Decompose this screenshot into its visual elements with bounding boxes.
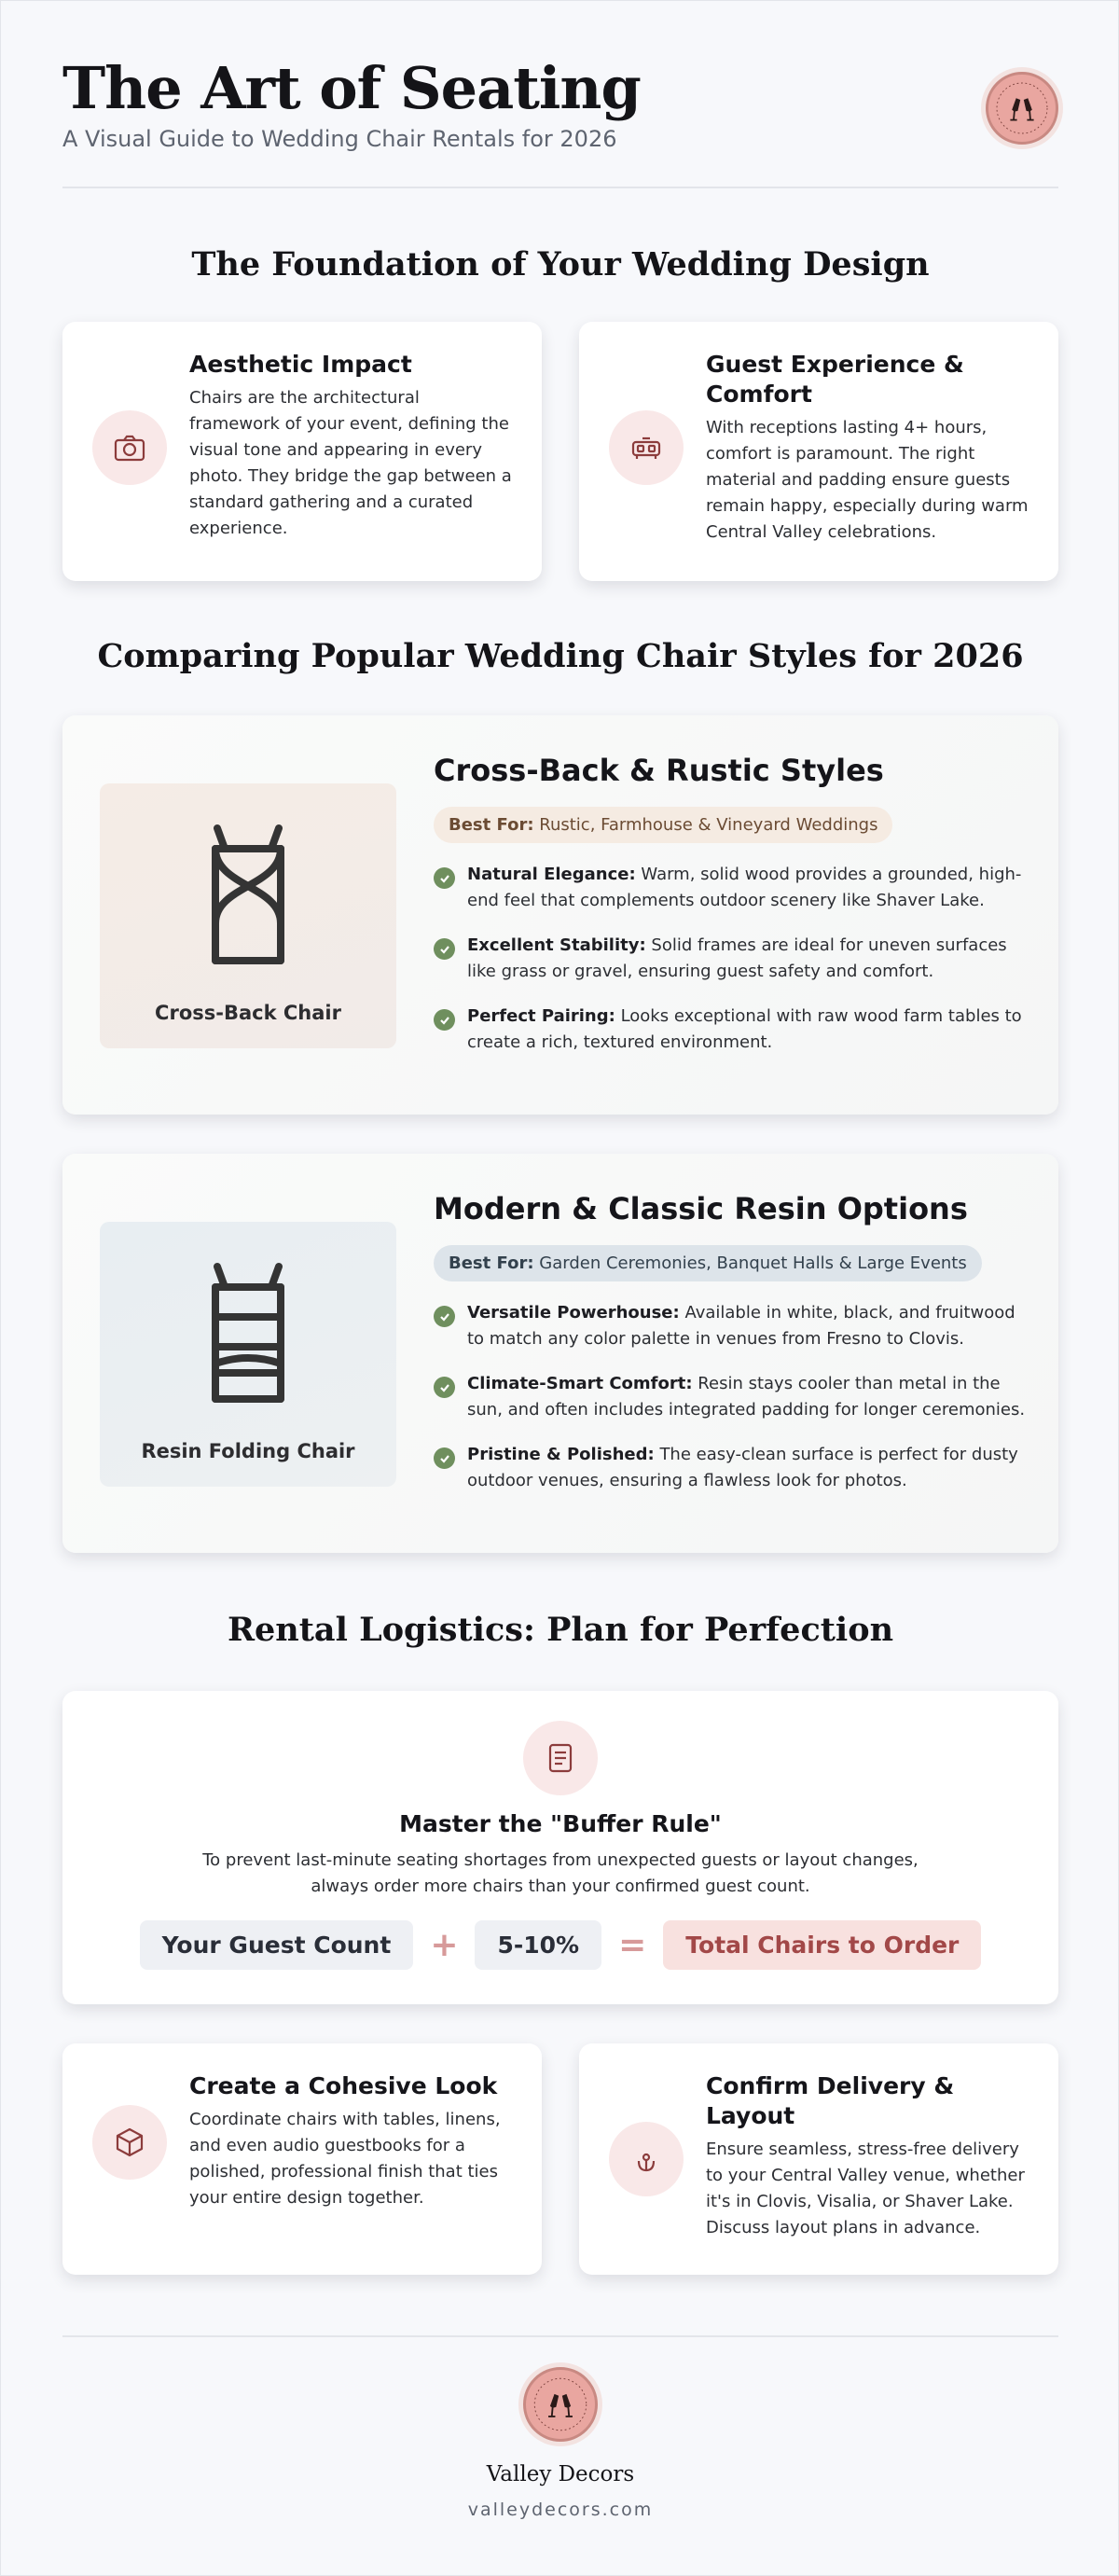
best-for-badge xyxy=(434,807,892,843)
feature-text: Warm, solid wood provides a grounded, high-end feel that complements outdoor scenery like Shaver Lake. xyxy=(467,865,1022,910)
card-title: Aesthetic Impact xyxy=(189,351,412,378)
logistics-heading: Rental Logistics: Plan for Perfection xyxy=(227,1611,894,1649)
buffer-body: To prevent last-minute seating shortages from unexpected guests or layout changes, always order more chairs than your confirmed guest count. xyxy=(202,1850,919,1896)
feature-label: Pristine & Polished: xyxy=(467,1445,655,1464)
card-body: Ensure seamless, stress-free delivery to your Central Valley venue, whether it's in Clovis, Visalia, or Shaver Lake. Discuss layout plans in advance. xyxy=(706,2140,1025,2237)
check-circle-icon xyxy=(434,1009,455,1031)
page-subtitle: A Visual Guide to Wedding Chair Rentals for 2026 xyxy=(62,126,617,152)
page-title: The Art of Seating xyxy=(62,54,641,122)
feature-label: Perfect Pairing: xyxy=(467,1006,615,1026)
feature-item xyxy=(434,933,1030,985)
buffer-equation xyxy=(62,1920,1058,1970)
feature-label: Excellent Stability: xyxy=(467,935,646,955)
style-title: Modern & Classic Resin Options xyxy=(434,1191,968,1226)
brand-name: Valley Decors xyxy=(486,2462,635,2486)
chair-image-box xyxy=(100,783,396,1048)
card-title: Guest Experience & Comfort xyxy=(706,351,964,408)
card-title: Create a Cohesive Look xyxy=(189,2072,498,2099)
percent-box: 5-10% xyxy=(475,1920,601,1970)
best-for-label: Best For: xyxy=(449,1253,534,1273)
check-circle-icon xyxy=(434,1447,455,1469)
best-for-badge xyxy=(434,1245,982,1281)
feature-text: Resin stays cooler than metal in the sun, and often includes integrated padding for longer ceremonies. xyxy=(467,1374,1026,1420)
feature-text: Solid frames are ideal for uneven surfaces like grass or gravel, ensuring guest safety and comfort. xyxy=(467,935,1007,981)
best-for-label: Best For: xyxy=(449,815,534,835)
couch-icon xyxy=(609,410,684,485)
cube-icon xyxy=(92,2105,167,2180)
chair-image-box xyxy=(100,1222,396,1487)
resin-style-card xyxy=(62,1154,1058,1553)
clipboard-list-icon xyxy=(523,1721,598,1795)
styles-heading: Comparing Popular Wedding Chair Styles for 2026 xyxy=(97,637,1024,675)
chair-label: Resin Folding Chair xyxy=(141,1440,355,1462)
buffer-rule-card xyxy=(62,1691,1058,2004)
cohesive-look-card xyxy=(62,2043,542,2275)
total-chairs-box: Total Chairs to Order xyxy=(663,1920,981,1970)
best-for-value: Garden Ceremonies, Banquet Halls & Large Events xyxy=(539,1253,967,1273)
feature-item xyxy=(434,1004,1030,1056)
foundation-heading: The Foundation of Your Wedding Design xyxy=(191,245,930,284)
equals-sign: = xyxy=(618,1926,647,1964)
cross-back-chair-icon xyxy=(197,821,299,970)
champagne-glasses-icon xyxy=(986,72,1058,145)
buffer-title: Master the "Buffer Rule" xyxy=(399,1810,722,1837)
card-body: Coordinate chairs with tables, linens, and even audio guestbooks for a polished, professional finish that ties your entire design together. xyxy=(189,2110,501,2208)
card-title: Confirm Delivery & Layout xyxy=(706,2072,955,2129)
feature-item xyxy=(434,1371,1030,1423)
feature-item xyxy=(434,862,1030,914)
feature-label: Natural Elegance: xyxy=(467,865,636,884)
check-circle-icon xyxy=(434,1306,455,1327)
website-link[interactable]: valleydecors.com xyxy=(467,2500,654,2520)
check-circle-icon xyxy=(434,938,455,960)
guest-comfort-card xyxy=(579,322,1058,581)
chair-label: Cross-Back Chair xyxy=(155,1002,341,1024)
plus-sign: + xyxy=(430,1926,459,1964)
card-body: Chairs are the architectural framework of your event, defining the visual tone and appearing in every photo. They bridge the gap between a standard gathering and a curated experience. xyxy=(189,388,512,538)
guest-count-box: Your Guest Count xyxy=(140,1920,414,1970)
feature-text: Looks exceptional with raw wood farm tables to create a rich, textured environment. xyxy=(467,1006,1022,1052)
feature-label: Versatile Powerhouse: xyxy=(467,1303,680,1323)
feature-item xyxy=(434,1442,1030,1494)
aesthetic-impact-card xyxy=(62,322,542,581)
page-header xyxy=(62,53,1058,188)
check-circle-icon xyxy=(434,867,455,889)
feature-text: Available in white, black, and fruitwood to match any color palette in venues from Fresno to Clovis. xyxy=(467,1303,1015,1349)
camera-icon xyxy=(92,410,167,485)
folding-chair-icon xyxy=(197,1259,299,1408)
feature-label: Climate-Smart Comfort: xyxy=(467,1374,693,1393)
champagne-glasses-icon xyxy=(523,2367,598,2442)
check-circle-icon xyxy=(434,1377,455,1398)
style-title: Cross-Back & Rustic Styles xyxy=(434,753,884,788)
feature-item xyxy=(434,1300,1030,1352)
location-pin-icon xyxy=(609,2122,684,2196)
card-body: With receptions lasting 4+ hours, comfort is paramount. The right material and padding ensure guests remain happy, especially during warm Central Valley celebrations. xyxy=(706,418,1029,542)
page-footer xyxy=(62,2335,1058,2559)
cross-back-style-card xyxy=(62,715,1058,1115)
delivery-layout-card xyxy=(579,2043,1058,2275)
feature-text: The easy-clean surface is perfect for dusty outdoor venues, ensuring a flawless look for photos. xyxy=(467,1445,1018,1490)
best-for-value: Rustic, Farmhouse & Vineyard Weddings xyxy=(539,815,878,835)
